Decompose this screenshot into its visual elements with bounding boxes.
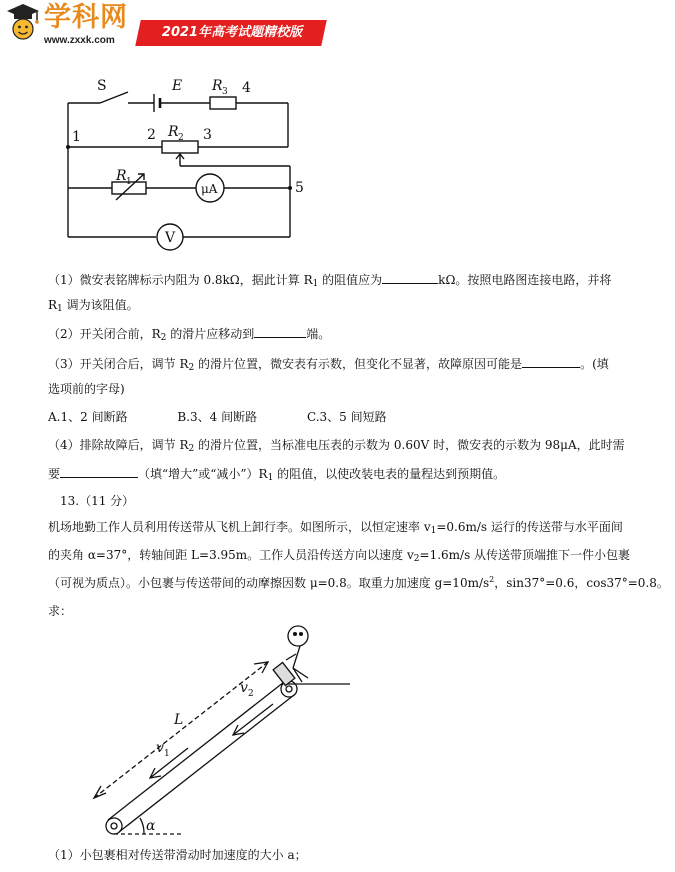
label-node-3: 3 <box>203 127 212 143</box>
q12-part4-line2: 要 （填“增大”或“减小$”)R_1$ 的阻值，以使改装电表的量程达到预期值。 <box>48 464 505 487</box>
q12-part3-line1: （3）开关闭合后，调节 $R_2$ 的滑片位置，微安表有示数，但变化不显著，故障原因可能是 。(填 <box>48 354 609 377</box>
label-v2: v <box>240 680 248 696</box>
label-microammeter: μA <box>201 182 218 196</box>
banner-title: 2021年高考试题精校版 <box>161 25 303 40</box>
label-r1: R <box>116 168 127 184</box>
q13-stem-line1: 机场地勤工作人员利用传送带从飞机上卸行李。如图所示，以恒定速率 $v_1=0.6m/s$ 运行的传送带与水平面间 <box>48 520 623 536</box>
label-switch-s: S <box>97 78 107 94</box>
q12-options <box>48 408 387 426</box>
graduation-cap-logo-icon <box>6 2 40 42</box>
option-c: C.3、5 间短路 <box>306 410 387 424</box>
q12-part3-line2: 选项前的字母) <box>48 382 125 396</box>
q12-part2: （2）开关闭合前，$R_2$ 的滑片应移动到 端。 <box>48 324 330 347</box>
label-node-5: 5 <box>295 180 304 196</box>
q12-part1-line1: （1）微安表铭牌标示内阻为 0.8kΩ，据此计算 $R_1$ 的阻值应为 kΩ。按照电路图连接电路，并将 <box>48 270 611 293</box>
q12-part3-answer-blank[interactable] <box>522 354 580 368</box>
label-r1-sub: 1 <box>126 177 132 187</box>
circuit-diagram <box>50 70 310 255</box>
label-v1-sub: 1 <box>164 749 170 759</box>
logo-wordmark: 学科网 <box>44 2 128 33</box>
q12-part1-answer-blank[interactable] <box>382 270 438 284</box>
label-r2: R <box>168 124 179 140</box>
q13-heading: 13.（11 分） <box>60 494 135 508</box>
logo-url: www.zxxk.com <box>44 35 115 46</box>
label-node-2: 2 <box>147 127 156 143</box>
option-b: B.3、4 间断路 <box>177 410 258 424</box>
label-r3: R <box>212 78 223 94</box>
q13-stem-line4: 求： <box>48 604 73 618</box>
q13-sub-question-1: （1）小包裹相对传送带滑动时加速度的大小 a； <box>48 848 307 862</box>
q13-stem-line2: 的夹角 α=37°，转轴间距 L=3.95m。工作人员沿传送方向以速度 $v_2=1.6m/s$ 从传送带顶端推下一件小包裹 <box>48 548 631 564</box>
q13-stem-line3: （可视为质点）。小包裹与传送带间的动摩擦因数 μ=0.8。取重力加速度 $g=10m/s^2$，sin37°=0.6，cos37°=0.8。 <box>48 575 669 590</box>
label-r3-sub: 3 <box>222 87 228 97</box>
q12-part1-line2: $R_1$ 调为该阻值。 <box>48 298 139 314</box>
conveyor-belt-figure <box>88 620 358 840</box>
q12-part4-answer-blank[interactable] <box>60 464 138 478</box>
option-a: A.1、2 间断路 <box>48 410 128 424</box>
label-node-1: 1 <box>72 129 81 145</box>
q12-part2-answer-blank[interactable] <box>254 324 306 338</box>
q12-part4-line1: （4）排除故障后，调节 $R_2$ 的滑片位置，当标准电压表的示数为 0.60V 时，微安表的示数为 98μA，此时需 <box>48 438 625 454</box>
label-voltmeter: V <box>165 230 176 246</box>
label-r2-sub: 2 <box>178 133 184 143</box>
label-v1: v <box>156 740 164 756</box>
label-v2-sub: 2 <box>248 689 254 699</box>
label-emf-e: E <box>172 78 183 94</box>
label-angle-alpha: α <box>146 818 156 834</box>
label-length-l: L <box>174 712 184 728</box>
label-node-4: 4 <box>242 80 251 96</box>
